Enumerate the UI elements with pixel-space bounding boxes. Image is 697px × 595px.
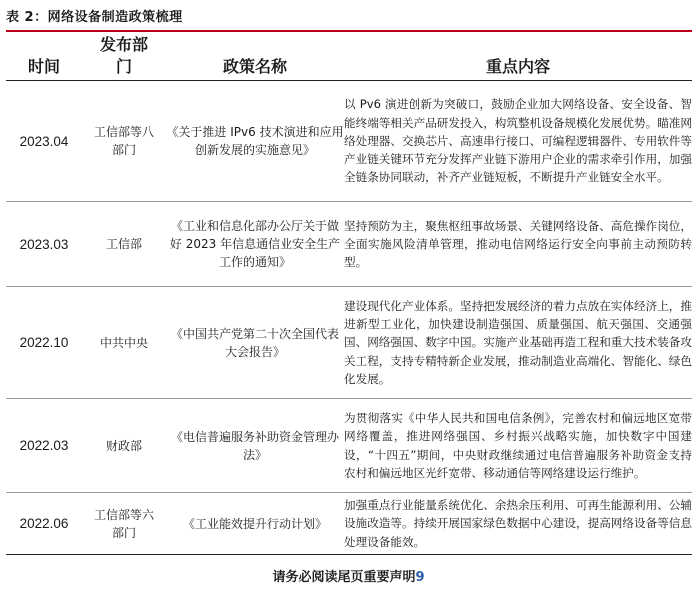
table-row [6,202,692,287]
table-row [6,493,692,555]
row-date: 2023.03 [6,202,82,287]
header-date: 时间 [6,33,82,81]
row-date: 2023.04 [6,81,82,202]
disclaimer-notice: 请务必阅读尾页重要声明 [272,570,416,585]
row-date: 2022.03 [6,399,82,493]
table-caption: 表 2：网络设备制造政策梳理 [6,10,183,25]
row-date: 2022.10 [6,287,82,399]
row-dept: 中共中央 [82,287,166,399]
policy-table [6,33,692,555]
row-policy-name: 《中国共产党第二十次全国代表大会报告》 [166,287,344,399]
page-number: 9 [415,570,425,585]
row-dept: 工信部 [82,202,166,287]
row-policy-name: 《关于推进 IPv6 技术演进和应用创新发展的实施意见》 [166,81,344,202]
row-dept: 工信部等六部门 [82,493,166,555]
row-content: 加强重点行业能量系统优化、余热余压利用、可再生能源利用、公辅设施改造等。持续开展国家绿色数据中心建设，提高网络设备等信息处理设备能效。 [344,493,692,555]
page-footer [0,566,697,585]
table-row [6,81,692,202]
header-name: 政策名称 [166,33,344,81]
row-date: 2022.06 [6,493,82,555]
table-header-row [6,33,692,81]
row-dept: 财政部 [82,399,166,493]
row-content: 以 Pv6 演进创新为突破口，鼓励企业加大网络设备、安全设备、智能终端等相关产品研发投入，构筑整机设备规模化发展优势。瞄准网络处理器、交换芯片、高速串行接口、可编程逻辑器件、专用软件等产业链关键环节充分发挥产业链下游用户企业的需求牵引作用，加强全链条协同联动，补齐产业链短板，不断提升产业链安全水平。 [344,81,692,202]
header-dept: 发布部门 [82,33,166,81]
caption-red-rule [6,30,692,32]
row-dept: 工信部等八部门 [82,81,166,202]
row-policy-name: 《工业能效提升行动计划》 [166,493,344,555]
row-content: 建设现代化产业体系。坚持把发展经济的着力点放在实体经济上，推进新型工业化，加快建设制造强国、质量强国、航天强国、交通强国、网络强国、数字中国。实施产业基础再造工程和重大技术装备攻关工程，支持专精特新企业发展，推动制造业高端化、智能化、绿色化发展。 [344,287,692,399]
row-content: 坚持预防为主，聚焦枢纽事故场景、关键网络设备、高危操作岗位，全面实施风险清单管理，推动电信网络运行安全向事前主动预防转型。 [344,202,692,287]
row-content: 为贯彻落实《中华人民共和国电信条例》，完善农村和偏远地区宽带网络覆盖，推进网络强国、乡村振兴战略实施，加快数字中国建设，“十四五”期间，中央财政继续通过电信普遍服务补助资金支持农村和偏远地区光纤宽带、移动通信等网络建设运行维护。 [344,399,692,493]
table-row [6,399,692,493]
table-row [6,287,692,399]
row-policy-name: 《工业和信息化部办公厅关于做好 2023 年信息通信业安全生产工作的通知》 [166,202,344,287]
header-content: 重点内容 [344,33,692,81]
row-policy-name: 《电信普遍服务补助资金管理办法》 [166,399,344,493]
